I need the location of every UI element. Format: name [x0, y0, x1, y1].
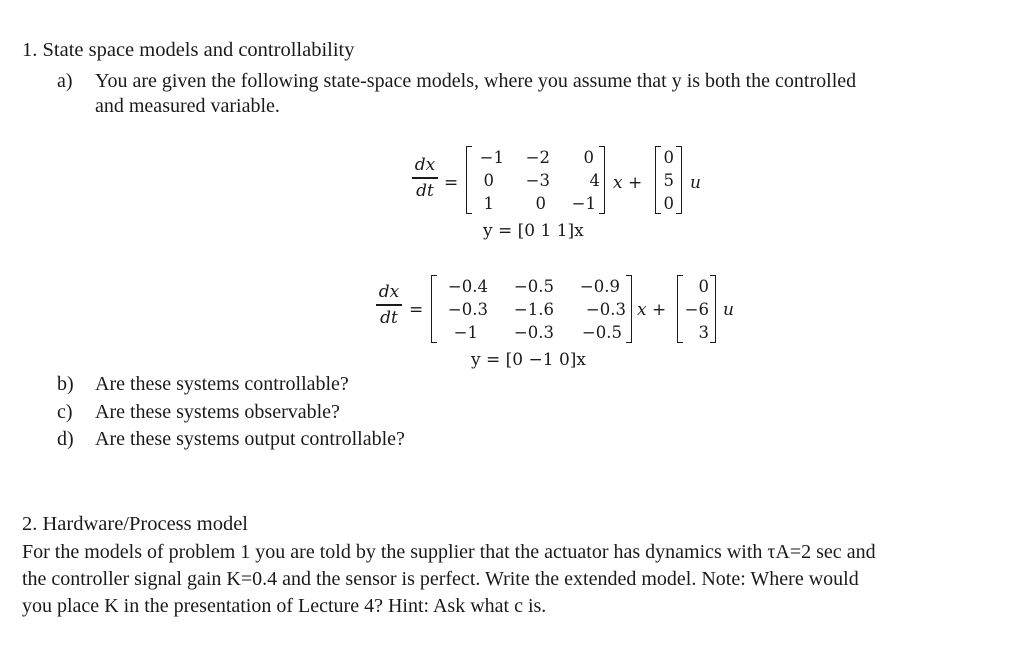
q1-b-text: Are these systems controllable? — [95, 373, 349, 395]
model2-output: y = [0 −1 0]x — [471, 350, 587, 370]
q1-a-line1: You are given the following state-space models, where you assume that y is both the controlled — [95, 70, 857, 92]
model1-A-0-2: 0 — [583, 148, 594, 167]
model1-equals: = — [444, 173, 459, 193]
q2-line1: For the models of problem 1 you are told by the supplier that the actuator has dynamics with τA=2 sec and — [22, 541, 876, 563]
model2-A-0-1: −0.5 — [513, 277, 554, 296]
model2-A-bracket-right — [626, 275, 632, 343]
model1-A-0-1: −2 — [525, 148, 550, 167]
q1-a-line2: and measured variable. — [95, 95, 280, 117]
model2-A-2-1: −0.3 — [513, 323, 554, 342]
model2-lhs-den: dt — [380, 307, 398, 328]
model1-A-2-1: 0 — [535, 194, 546, 213]
model1-A-1-1: −3 — [525, 171, 550, 190]
model2-A-1-0: −0.3 — [447, 300, 488, 319]
model2-fraction-bar — [376, 304, 402, 306]
model1-lhs-den: dt — [416, 180, 434, 201]
model1-x-plus: x + — [613, 173, 643, 193]
model1-B-bracket-right — [676, 146, 682, 214]
q1-b-letter: b) — [57, 373, 74, 395]
model2-B-0: 0 — [698, 277, 709, 296]
model2-B-bracket-right — [710, 275, 716, 343]
model1-output: y = [0 1 1]x — [483, 221, 584, 241]
model2-equals: = — [409, 300, 424, 320]
model2-x-plus: x + — [637, 300, 667, 320]
model1-derivative — [412, 155, 438, 201]
q1-d-letter: d) — [57, 428, 74, 450]
model1-lhs-num: dx — [414, 155, 436, 175]
model2-A-0-0: −0.4 — [447, 277, 488, 296]
model1-A-2-2: −1 — [571, 194, 596, 213]
model1-fraction-bar — [412, 177, 438, 179]
model1-A-1-0: 0 — [483, 171, 494, 190]
model2-B-1: −6 — [684, 300, 709, 319]
q1-c-text: Are these systems observable? — [95, 401, 340, 423]
model1-B-0: 0 — [663, 148, 674, 167]
model1-u: u — [690, 173, 701, 193]
q1-d-text: Are these systems output controllable? — [95, 428, 405, 450]
q2-line3: you place K in the presentation of Lecture 4? Hint: Ask what c is. — [22, 595, 547, 617]
model2-A-1-1: −1.6 — [513, 300, 554, 319]
model1-B-2: 0 — [663, 194, 674, 213]
model1-A-bracket-right — [599, 146, 605, 214]
model1-A-2-0: 1 — [483, 194, 494, 213]
model2-lhs-num: dx — [378, 282, 400, 302]
q1-c-letter: c) — [57, 401, 73, 423]
q1-a-letter: a) — [57, 70, 73, 92]
q2-title: 2. Hardware/Process model — [22, 513, 249, 535]
model2-A-0-2: −0.9 — [579, 277, 620, 296]
q1-title: 1. State space models and controllability — [22, 39, 355, 61]
model2-u: u — [723, 300, 734, 320]
model2-derivative — [376, 282, 402, 328]
model1-A-1-2: 4 — [589, 171, 600, 190]
model2-B-2: 3 — [698, 323, 709, 342]
q2-line2: the controller signal gain K=0.4 and the sensor is perfect. Write the extended model. Note: Where would — [22, 568, 859, 590]
model2-A-2-0: −1 — [453, 323, 478, 342]
model1-B-1: 5 — [663, 171, 674, 190]
model2-A-1-2: −0.3 — [585, 300, 626, 319]
model2-A-2-2: −0.5 — [581, 323, 622, 342]
model1-A-0-0: −1 — [479, 148, 504, 167]
